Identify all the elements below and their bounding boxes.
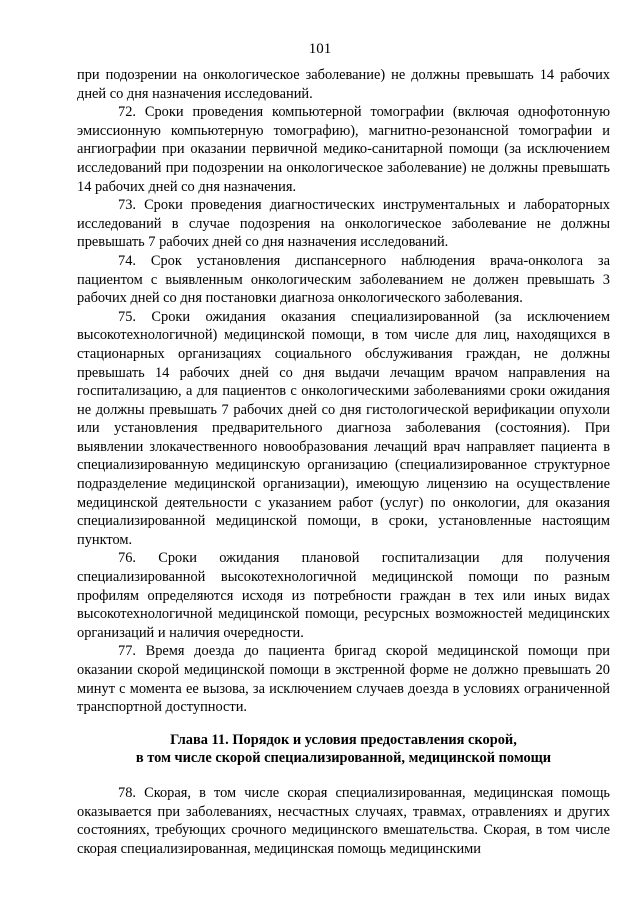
paragraph-78: 78. Скорая, в том числе скорая специализированная, медицинская помощь оказывается при заболеваниях, несчастных случаях, травмах, отравлениях и других состояниях, требующих срочного медицинского вмешательства. Скорая, в том числе скорая специализированная, медицинская помощь медицинскими	[77, 784, 610, 857]
paragraph-76: 76. Сроки ожидания плановой госпитализации для получения специализированной высокотехнологичной медицинской помощи по разным профилям определяются исходя из потребности граждан в тех или иных видах высокотехнологичной медицинской помощи, ресурсных возможностей медицинских организаций и наличия очередности.	[77, 550, 610, 641]
paragraph-continuation: при подозрении на онкологическое заболевание) не должны превышать 14 рабочих дней со дня назначения исследований.	[77, 67, 610, 102]
paragraph-72: 72. Сроки проведения компьютерной томографии (включая однофотонную эмиссионную компьютерную томографию), магнитно-резонансной томографии и ангиографии при оказании первичной медико-санитарной помощи (за исключением исследований при подозрении на онкологическое заболевание) не должны превышать 14 рабочих дней со дня назначения.	[77, 104, 610, 195]
paragraph-73: 73. Сроки проведения диагностических инструментальных и лабораторных исследований в случае подозрения на онкологическое заболевание не должны превышать 7 рабочих дней со дня назначения исследований.	[77, 197, 610, 251]
paragraph-77: 77. Время доезда до пациента бригад скорой медицинской помощи при оказании скорой медицинской помощи в экстренной форме не должно превышать 20 минут с момента ее вызова, за исключением случаев доезда в условиях ограниченной транспортной доступности.	[77, 643, 610, 716]
paragraph-75: 75. Сроки ожидания оказания специализированной (за исключением высокотехнологичной) медицинской помощи, в том числе для лиц, находящихся в стационарных организациях социального обслуживания граждан, не должны превышать 14 рабочих дней со дня выдачи лечащим врачом направления на госпитализацию, а для пациентов с онкологическими заболеваниями сроки ожидания не должны превышать 7 рабочих дней со дня гистологической верификации опухоли или установления предварительного диагноза заболевания (состояния). При выявлении злокачественного новообразования лечащий врач направляет пациента в специализированную медицинскую организацию (специализированное структурное подразделение медицинской организации), имеющую лицензию на осуществление медицинской деятельности с указанием работ (услуг) по онкологии, для оказания специализированной медицинской помощи, в сроки, установленные настоящим пунктом.	[77, 308, 610, 548]
page-number: 101	[308, 41, 332, 57]
document-body	[77, 66, 610, 858]
chapter-heading-line-1: Глава 11. Порядок и условия предоставления скорой,	[170, 731, 517, 748]
chapter-heading-line-2: в том числе скорой специализированной, медицинской помощи	[135, 750, 552, 767]
paragraph-74: 74. Срок установления диспансерного наблюдения врача-онколога за пациентом с выявленным онкологическим заболеванием не должен превышать 3 рабочих дней со дня постановки диагноза онкологического заболевания.	[77, 252, 610, 307]
chapter-heading	[77, 731, 610, 768]
